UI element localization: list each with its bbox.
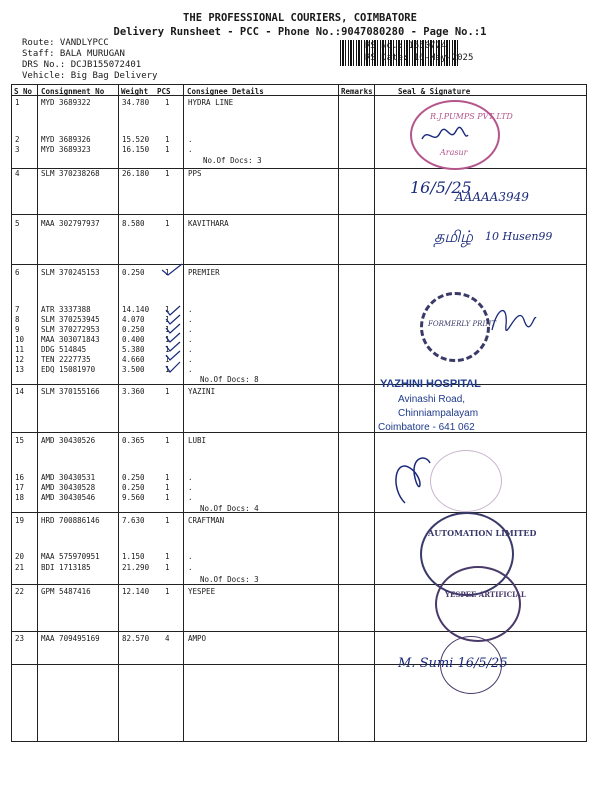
company-title: THE PROFESSIONAL COURIERS, COIMBATORE [183, 12, 417, 24]
col-consignment: Consignment No [41, 87, 105, 96]
row-consignee: . [188, 345, 193, 354]
row-consignment: MYD 3689323 [41, 145, 91, 154]
row-consignee: . [188, 563, 193, 572]
handwriting-row23: M. Sumi 16/5/25 [398, 656, 508, 671]
row-consignment: MAA 575970951 [41, 552, 100, 561]
row-consignment: MAA 302797937 [41, 219, 100, 228]
row-consignment: AMD 30430528 [41, 483, 96, 492]
rs-no: RS No.: 1550724 [365, 41, 447, 51]
row-pcs: 1 [165, 315, 170, 324]
row-consignment: BDI 1713185 [41, 563, 91, 572]
row-weight: 21.290 [122, 563, 150, 572]
row-pcs: 1 [165, 552, 170, 561]
row-sno: 11 [15, 345, 25, 354]
row-weight: 4.660 [122, 355, 145, 364]
row-consignment: SLM 370253945 [41, 315, 100, 324]
row-pcs: 1 [165, 305, 170, 314]
row-consignee: . [188, 315, 193, 324]
row-pcs: 4 [165, 634, 170, 643]
row-weight: 3.360 [122, 387, 145, 396]
row-consignee: . [188, 355, 193, 364]
row-consignee: . [188, 335, 193, 344]
row-weight: 0.365 [122, 436, 145, 445]
drs-label: DRS No.: DCJB155072401 [22, 60, 142, 70]
row-sno: 8 [15, 315, 20, 324]
row-consignment: DDG 514845 [41, 345, 87, 354]
row-sno: 13 [15, 365, 25, 374]
row-pcs: 1 [165, 483, 170, 492]
row-pcs: 1 [165, 335, 170, 344]
docs-note: No.Of Docs: 8 [200, 375, 259, 384]
row-pcs: 1 [165, 169, 170, 178]
row-sno: 2 [15, 135, 20, 144]
row-pcs: 1 [165, 268, 170, 277]
row-sno: 12 [15, 355, 25, 364]
col-sno: S No [14, 87, 33, 96]
yespee-stamp [435, 566, 521, 642]
docs-note: No.Of Docs: 3 [203, 156, 262, 165]
hospital-stamp-name: YAZHINI HOSPITAL [380, 378, 481, 390]
row-pcs: 1 [165, 355, 170, 364]
handwriting-row5-name: தமிழ் [434, 227, 474, 246]
row-weight: 12.140 [122, 587, 150, 596]
row-weight: 26.180 [122, 169, 150, 178]
row-sno: 3 [15, 145, 20, 154]
row-sno: 5 [15, 219, 20, 228]
row-weight: 14.140 [122, 305, 150, 314]
row-consignment: MYD 3689322 [41, 98, 91, 107]
docs-note: No.Of Docs: 3 [200, 575, 259, 584]
handwriting-row5-number: 10 Husen99 [485, 230, 553, 243]
row-sno: 22 [15, 587, 25, 596]
row-consignment: EDQ 15081970 [41, 365, 96, 374]
row-consignment: GPM 5487416 [41, 587, 91, 596]
hospital-stamp-line1: Avinashi Road, [398, 394, 466, 405]
row-consignee: PPS [188, 169, 202, 178]
row-pcs: 1 [165, 219, 170, 228]
row-pcs: 1 [165, 516, 170, 525]
row-consignment: SLM 370272953 [41, 325, 100, 334]
row-sno: 10 [15, 335, 25, 344]
row-consignee: . [188, 135, 193, 144]
signature-row6 [488, 300, 538, 340]
row-sno: 16 [15, 473, 25, 482]
row-weight: 4.070 [122, 315, 145, 324]
row-consignment: MAA 303071843 [41, 335, 100, 344]
row-consignee: . [188, 552, 193, 561]
hospital-stamp-line3: Coimbatore - 641 062 [378, 422, 475, 433]
row-sno: 18 [15, 493, 25, 502]
row-consignment: MAA 709495169 [41, 634, 100, 643]
runsheet-subtitle: Delivery Runsheet - PCC - Phone No.:9047080280 - Page No.:1 [113, 26, 487, 38]
row-consignment: SLM 370245153 [41, 268, 100, 277]
rj-stamp-text: R.J.PUMPS PVT LTD [430, 112, 513, 121]
rj-stamp-sub: Arasur [440, 148, 468, 157]
row-pcs: 1 [165, 563, 170, 572]
row-weight: 15.520 [122, 135, 150, 144]
yespee-stamp-text: YESPEE ARTIFICIAL [445, 590, 526, 599]
row-sno: 23 [15, 634, 25, 643]
row-consignee: . [188, 325, 193, 334]
row-consignment: TEN 2227735 [41, 355, 91, 364]
signature-row15 [385, 448, 435, 508]
signature-row1 [420, 125, 470, 147]
col-weight: Weight [121, 87, 149, 96]
hospital-stamp-line2: Chinniampalayam [398, 408, 479, 419]
row-consignee: YESPEE [188, 587, 216, 596]
staff-label: Staff: BALA MURUGAN [22, 49, 125, 59]
row-pcs: 1 [165, 98, 170, 107]
row-weight: 9.560 [122, 493, 145, 502]
row-sno: 1 [15, 98, 20, 107]
row-weight: 0.250 [122, 325, 145, 334]
row-weight: 0.400 [122, 335, 145, 344]
docs-note: No.Of Docs: 4 [200, 504, 259, 513]
vehicle-label: Vehicle: Big Bag Delivery [22, 71, 158, 81]
row-weight: 34.780 [122, 98, 150, 107]
row-sno: 9 [15, 325, 20, 334]
row-consignee: . [188, 473, 193, 482]
row-consignment: SLM 370155166 [41, 387, 100, 396]
row-weight: 3.500 [122, 365, 145, 374]
row-consignment: AMD 30430546 [41, 493, 96, 502]
row-consignee: KAVITHARA [188, 219, 229, 228]
row-consignment: SLM 370238268 [41, 169, 100, 178]
row-consignment: ATR 3337388 [41, 305, 91, 314]
row-weight: 5.380 [122, 345, 145, 354]
rs-date: RS Date: 16-May-2025 [365, 53, 474, 63]
row-consignee: . [188, 493, 193, 502]
route-label: Route: VANDLYPCC [22, 38, 109, 48]
tick-marks [158, 262, 192, 378]
row-consignee: YAZINI [188, 387, 216, 396]
row-sno: 21 [15, 563, 25, 572]
col-remarks: Remarks [341, 87, 373, 96]
row-pcs: 1 [165, 473, 170, 482]
row-consignee: . [188, 145, 193, 154]
row-consignee: PREMIER [188, 268, 220, 277]
row-weight: 16.150 [122, 145, 150, 154]
row-consignment: AMD 30430526 [41, 436, 96, 445]
col-pcs: PCS [157, 87, 171, 96]
row-pcs: 1 [165, 145, 170, 154]
row-consignee: LUBI [188, 436, 207, 445]
row-pcs: 1 [165, 587, 170, 596]
row-consignment: AMD 30430531 [41, 473, 96, 482]
row-weight: 0.250 [122, 268, 145, 277]
row-pcs: 1 [165, 436, 170, 445]
row-pcs: 1 [165, 387, 170, 396]
row-sno: 20 [15, 552, 25, 561]
row-weight: 0.250 [122, 473, 145, 482]
automation-stamp-text: AUTOMATION LIMITED [428, 528, 537, 538]
row-weight: 0.250 [122, 483, 145, 492]
row-consignee: . [188, 365, 193, 374]
row-consignee: . [188, 483, 193, 492]
col-consignee: Consignee Details [187, 87, 264, 96]
row-sno: 4 [15, 169, 20, 178]
row-pcs: 1 [165, 325, 170, 334]
handwriting-row4-number: AAAAA3949 [455, 190, 529, 204]
row-sno: 19 [15, 516, 25, 525]
row-pcs: 1 [165, 345, 170, 354]
row-sno: 15 [15, 436, 25, 445]
runsheet-table [11, 84, 587, 742]
row-consignee: CRAFTMAN [188, 516, 225, 525]
row-consignment: HRD 700886146 [41, 516, 100, 525]
row-sno: 17 [15, 483, 25, 492]
row-pcs: 1 [165, 135, 170, 144]
row-consignee: AMPO [188, 634, 207, 643]
row-pcs: 1 [165, 365, 170, 374]
row-sno: 6 [15, 268, 20, 277]
row-consignee: HYDRA LINE [188, 98, 234, 107]
row-consignee: . [188, 305, 193, 314]
row-consignment: MYD 3689326 [41, 135, 91, 144]
handwriting-row4-date: 16/5/25 [410, 178, 472, 197]
round-stamp-text: FORMERLY PRINT [428, 320, 497, 328]
row-weight: 7.630 [122, 516, 145, 525]
row-sno: 14 [15, 387, 25, 396]
row-sno: 7 [15, 305, 20, 314]
row-pcs: 1 [165, 493, 170, 502]
row-weight: 82.570 [122, 634, 150, 643]
faint-stamp-row15 [430, 450, 502, 512]
col-seal: Seal & Signature [398, 87, 471, 96]
row-weight: 8.580 [122, 219, 145, 228]
row-weight: 1.150 [122, 552, 145, 561]
